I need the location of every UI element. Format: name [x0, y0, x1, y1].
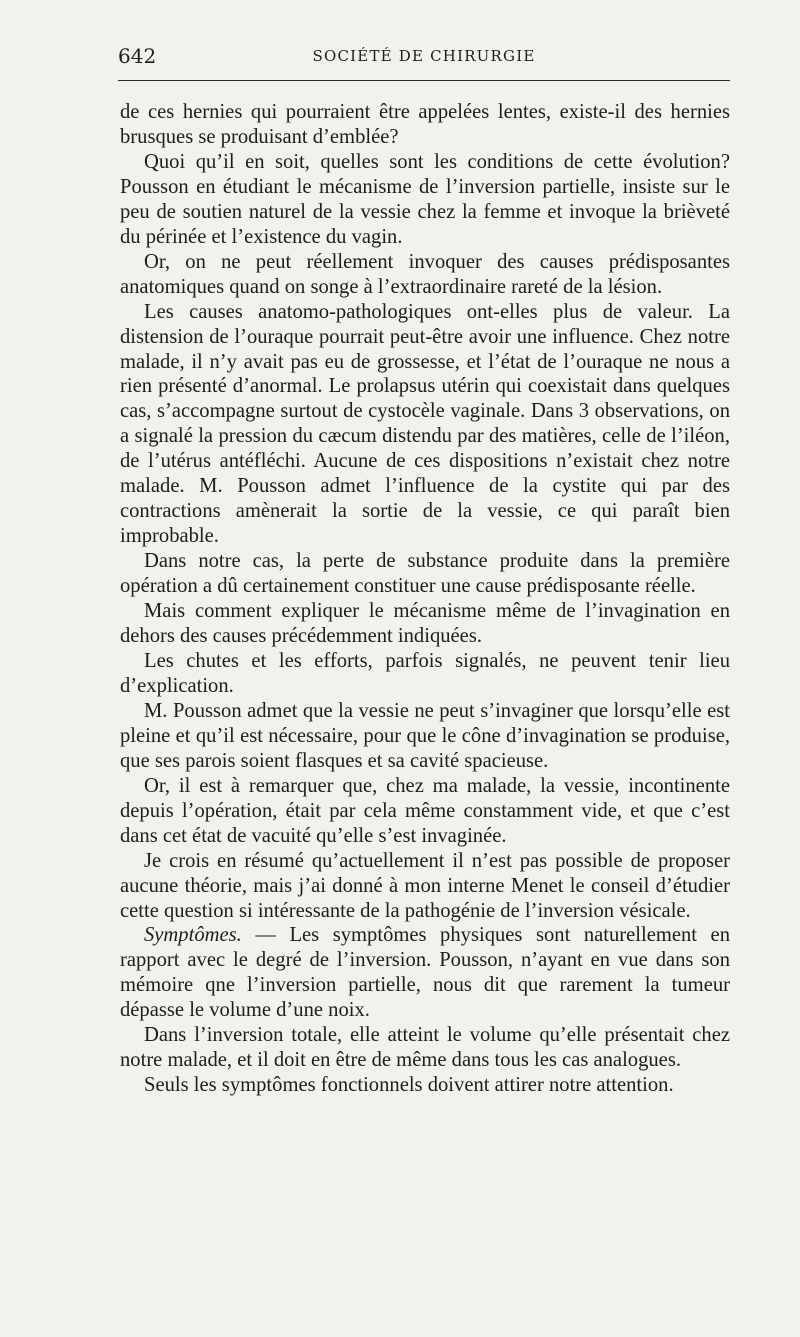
paragraph: Quoi qu’il en soit, quelles sont les conditions de cette évolution? Pousson en étudiant le mécanisme de l’inversion partielle, insiste sur le peu de soutien naturel de la vessie chez la femme et invoque la brièveté du périnée et l’existence du vagin.	[120, 150, 730, 248]
symptoms-heading: Symptômes.	[144, 924, 242, 947]
paragraph: Mais comment expliquer le mécanisme même de l’invagination en dehors des causes précédemment indiquées.	[120, 600, 730, 648]
paragraph: M. Pousson admet que la vessie ne peut s’invaginer que lorsqu’elle est pleine et qu’il est nécessaire, pour que le cône d’invagination se produise, que ses parois soient flasques et sa cavité spacieuse.	[120, 699, 730, 772]
running-title: SOCIÉTÉ DE CHIRURGIE	[312, 47, 536, 65]
body-text	[120, 100, 730, 1098]
paragraph: Les chutes et les efforts, parfois signalés, ne peuvent tenir lieu d’explication.	[120, 649, 730, 697]
paragraph: Je crois en résumé qu’actuellement il n’est pas possible de proposer aucune théorie, mais j’ai donné à mon interne Menet le conseil d’étudier cette question si intéressante de la pathogénie de l’inversion vésicale.	[120, 849, 730, 922]
paragraph: de ces hernies qui pourraient être appelées lentes, existe-il des hernies brusques se produisant d’emblée?	[120, 101, 730, 148]
paragraph: Dans l’inversion totale, elle atteint le volume qu’elle présentait chez notre malade, et il doit en être de même dans tous les cas analogues.	[120, 1024, 730, 1072]
page-number: 642	[118, 44, 157, 68]
paragraph: Les causes anatomo-pathologiques ont-elles plus de valeur. La distension de l’ouraque pourrait peut-être avoir une influence. Chez notre malade, il n’y avait pas eu de grossesse, et l’état de l’ouraque ne nous a rien présenté d’anormal. Le prolapsus utérin qui coexistait dans quelques cas, s’accompagne surtout de cystocèle vaginale. Dans 3 observations, on a signalé la pression du cæcum distendu par des matières, celle de l’iléon, de l’utérus antéfléchi. Aucune de ces dispositions n’existait chez notre malade. M. Pousson admet l’influence de la cystite qui par des contractions amènerait la sortie de la vessie, ce qui paraît bien improbable.	[120, 300, 730, 548]
paragraph: Or, on ne peut réellement invoquer des causes prédisposantes anatomiques quand on songe à l’extraordinaire rareté de la lésion.	[120, 250, 730, 298]
paragraph: Dans notre cas, la perte de substance produite dans la première opération a dû certainement constituer une cause prédisposante réelle.	[120, 550, 730, 598]
paragraph: Seuls les symptômes fonctionnels doivent attirer notre attention.	[144, 1074, 674, 1097]
symptoms-text: — Les symptômes physiques sont naturellement en rapport avec le degré de l’inversion. Pousson, n’ayant en vue dans son mémoire qne l’inversion partielle, nous dit que rarement la tumeur dépasse le volume d’une noix.	[120, 924, 730, 1022]
header-rule	[118, 80, 730, 81]
symptoms-paragraph	[120, 923, 730, 1023]
page-header	[118, 40, 730, 76]
paragraph: Or, il est à remarquer que, chez ma malade, la vessie, incontinente depuis l’opération, était par cela même constamment vide, et que c’est dans cet état de vacuité qu’elle s’est invaginée.	[120, 774, 730, 847]
